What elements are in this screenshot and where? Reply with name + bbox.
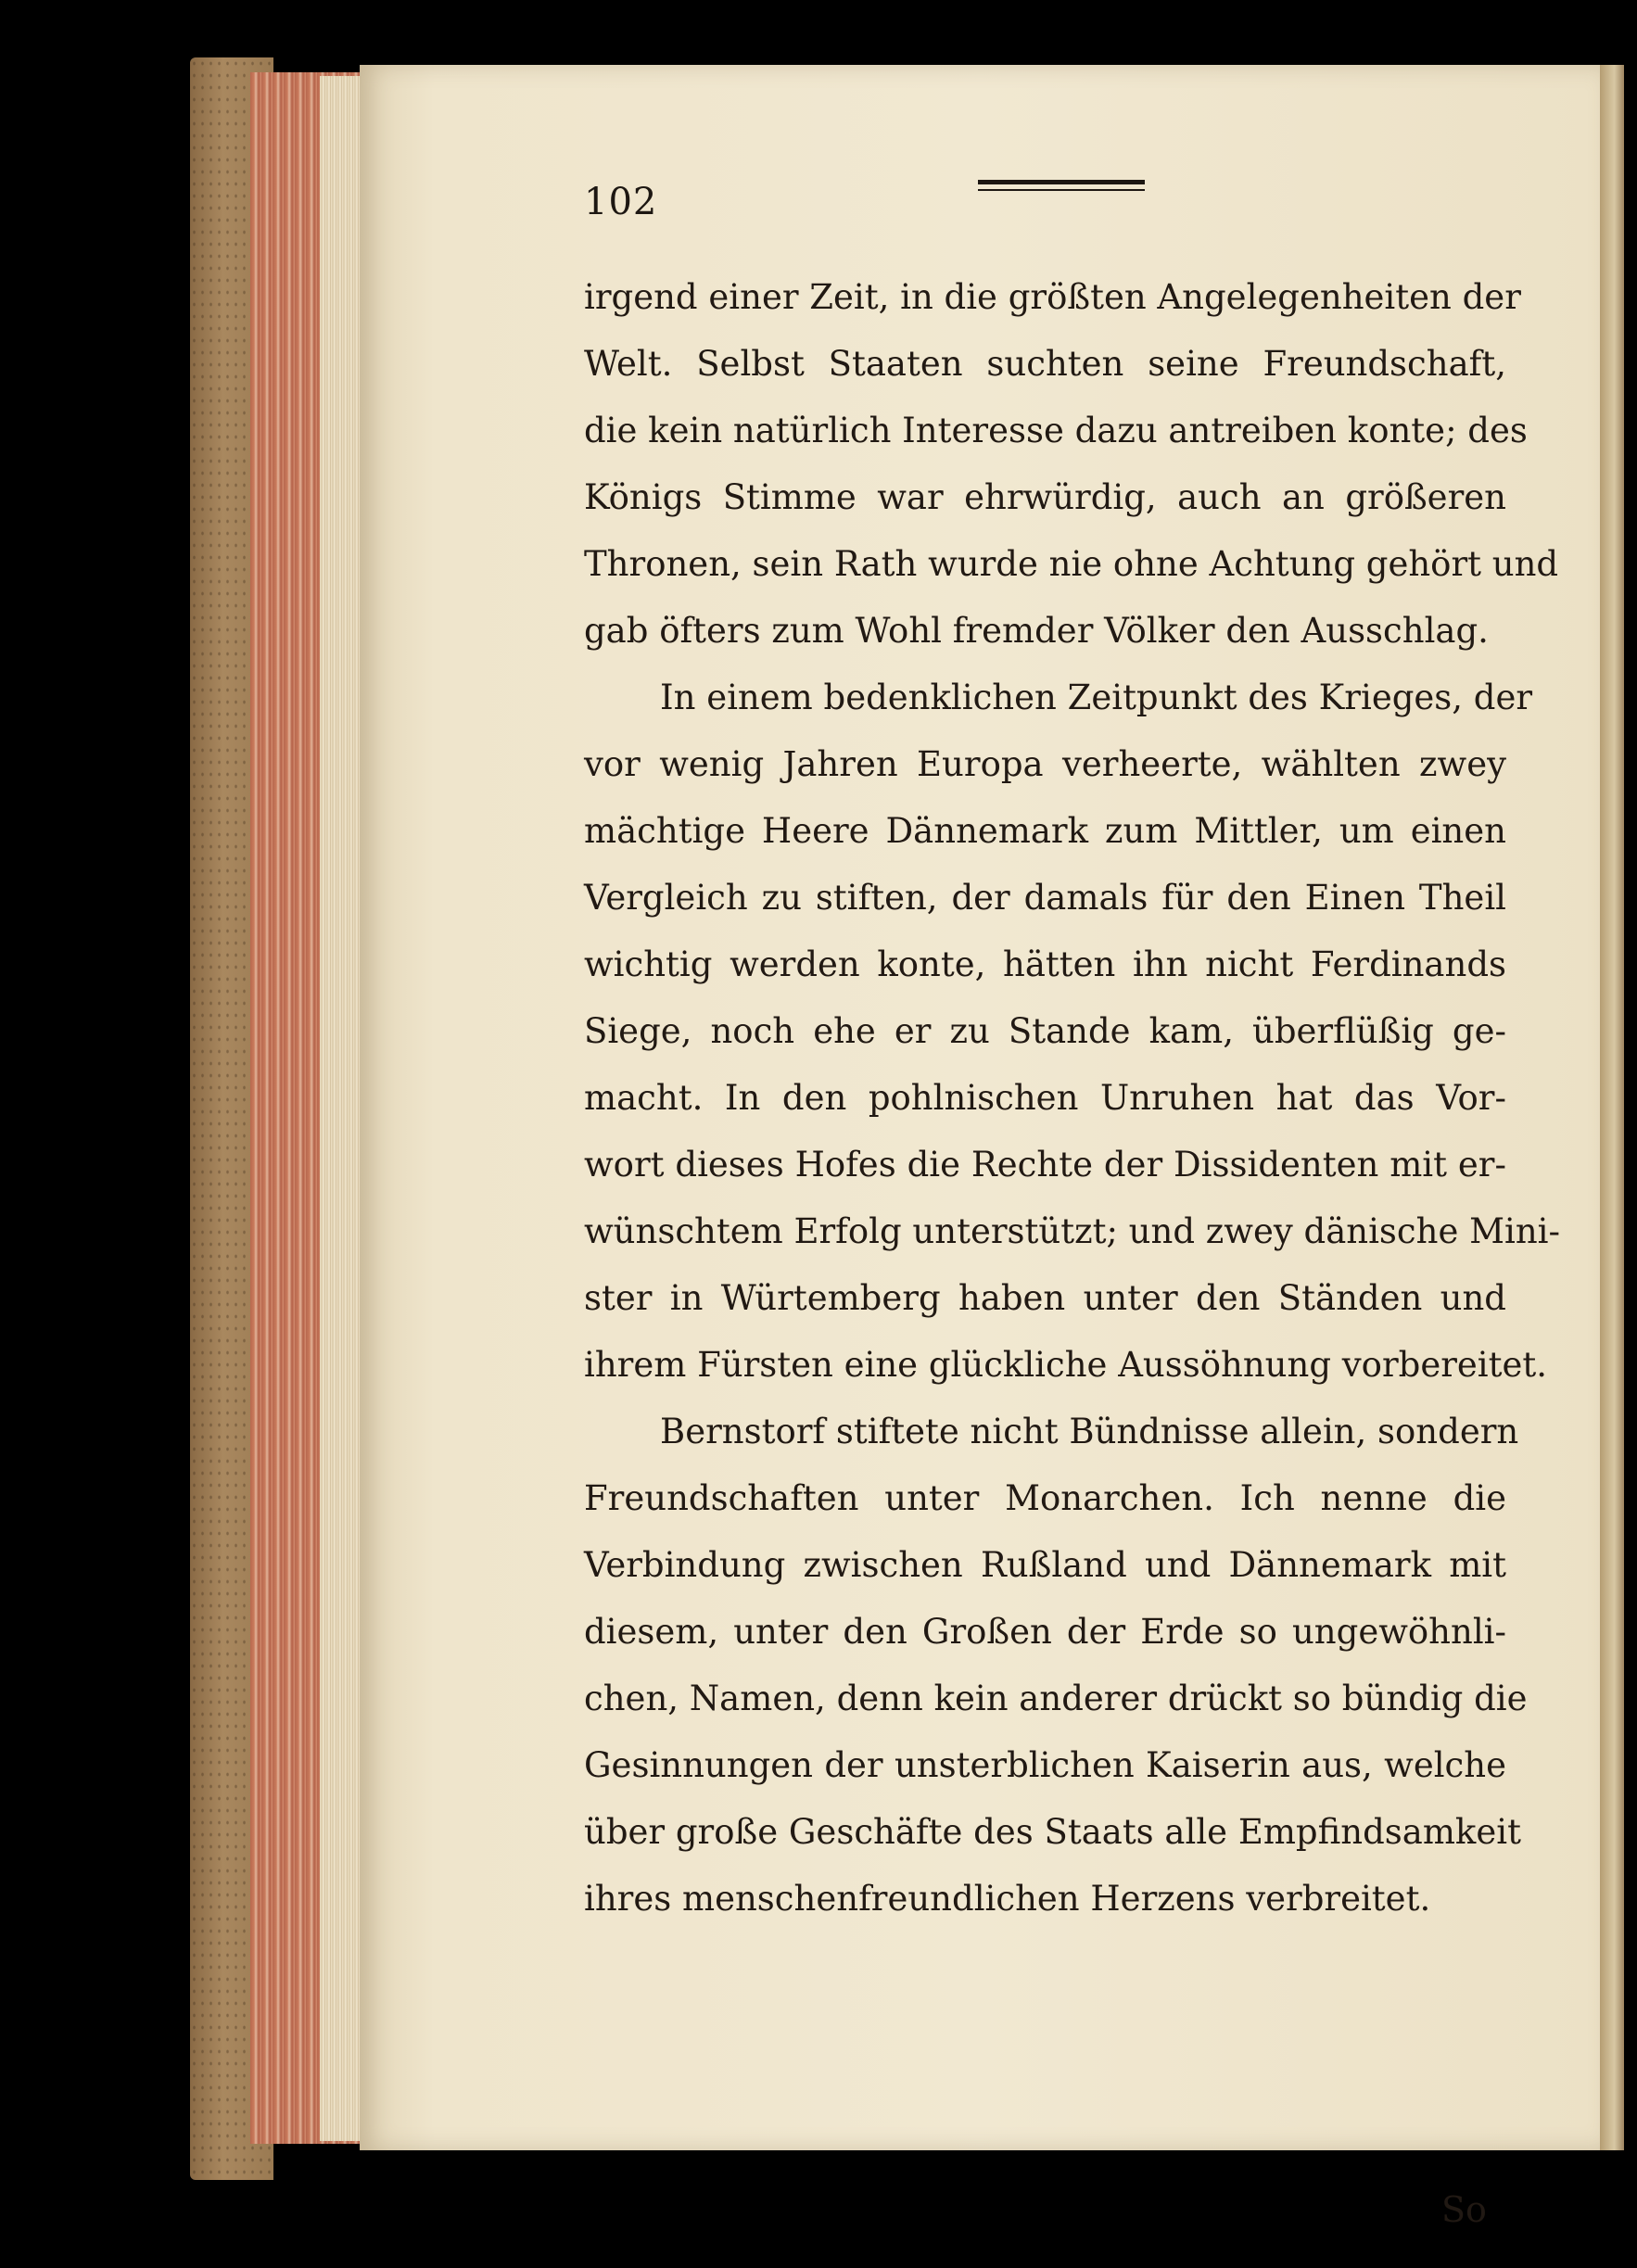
text-line: wichtig werden konte, hätten ihn nicht Ferdinands [584, 944, 1506, 984]
facing-page-edge [1600, 65, 1624, 2150]
text-line: Verbindung zwischen Rußland und Dännemark mit [584, 1545, 1506, 1585]
text-line: macht. In den pohlnischen Unruhen hat das Vor- [584, 1078, 1506, 1118]
text-line: über große Geschäfte des Staats alle Empfindsamkeit [584, 1812, 1521, 1852]
header-rule-thick [978, 180, 1145, 184]
text-line: In einem bedenklichen Zeitpunkt des Krieges, der [660, 678, 1533, 717]
text-line: vor wenig Jahren Europa verheerte, wählten zwey [584, 744, 1506, 784]
text-line: Bernstorf stiftete nicht Bündnisse allein, sondern [660, 1412, 1519, 1451]
text-line: ihrem Fürsten eine glückliche Aussöhnung vorbereitet. [584, 1345, 1548, 1385]
text-line: Königs Stimme war ehrwürdig, auch an größeren [584, 477, 1506, 517]
header-rule-thin [978, 189, 1145, 191]
catchword: So [1441, 2189, 1487, 2230]
text-line: irgend einer Zeit, in die größten Angelegenheiten der [584, 277, 1521, 317]
text-line: Siege, noch ehe er zu Stande kam, überflüßig ge- [584, 1011, 1506, 1051]
page-stack [320, 76, 362, 2141]
text-line: Vergleich zu stiften, der damals für den Einen Theil [584, 878, 1506, 918]
text-line: wort dieses Hofes die Rechte der Dissidenten mit er- [584, 1145, 1506, 1185]
text-line: Welt. Selbst Staaten suchten seine Freundschaft, [584, 344, 1506, 384]
text-line: ster in Würtemberg haben unter den Ständen und [584, 1278, 1506, 1318]
text-line: Freundschaften unter Monarchen. Ich nenne die [584, 1478, 1506, 1518]
text-line: wünschtem Erfolg unterstützt; und zwey dänische Mini- [584, 1211, 1561, 1251]
text-line: chen, Namen, denn kein anderer drückt so bündig die [584, 1679, 1528, 1718]
header-rule [978, 180, 1145, 193]
text-line: Gesinnungen der unsterblichen Kaiserin aus, welche [584, 1745, 1506, 1785]
body-text [584, 264, 1561, 1932]
text-line: die kein natürlich Interesse dazu antreiben konte; des [584, 411, 1528, 450]
text-line: diesem, unter den Großen der Erde so ungewöhnli- [584, 1612, 1506, 1652]
text-line: mächtige Heere Dännemark zum Mittler, um einen [584, 811, 1506, 851]
text-line: gab öfters zum Wohl fremder Völker den Ausschlag. [584, 611, 1489, 651]
page-number: 102 [584, 181, 658, 223]
text-line: Thronen, sein Rath wurde nie ohne Achtung gehört und [584, 544, 1559, 584]
text-line: ihres menschenfreundlichen Herzens verbreitet. [584, 1879, 1431, 1919]
